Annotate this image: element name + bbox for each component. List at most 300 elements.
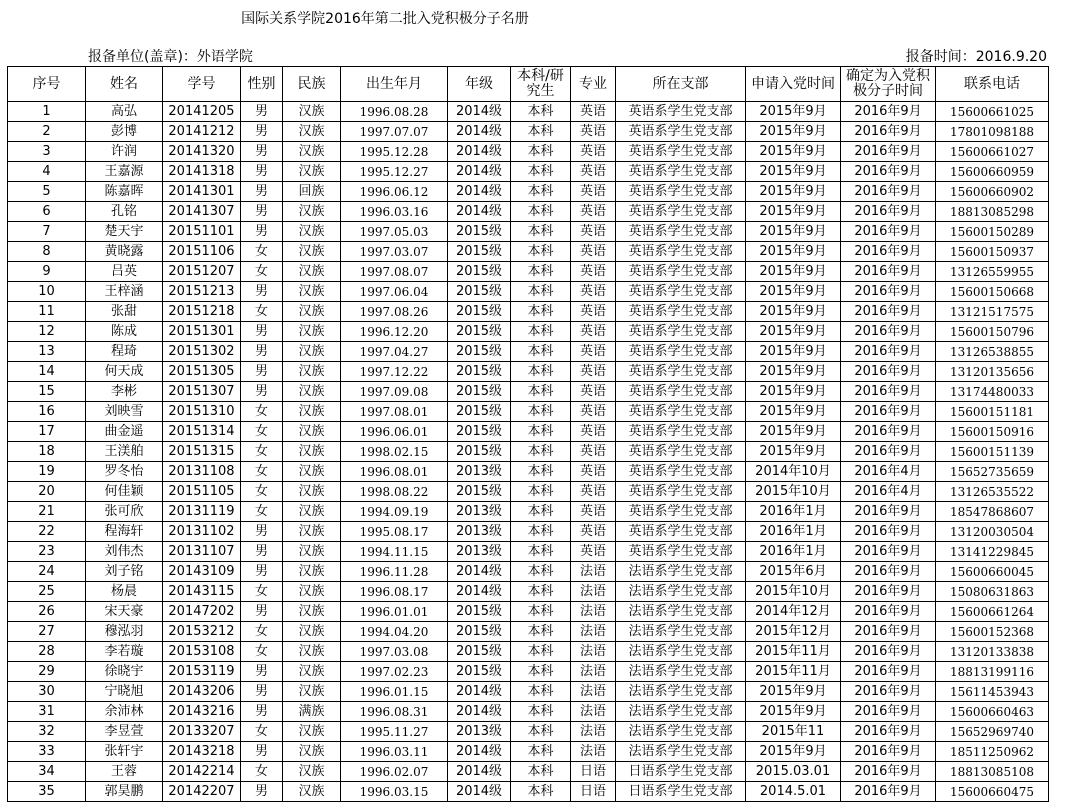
cell-gender: 女 [241,302,283,322]
cell-degree: 本科 [511,542,571,562]
cell-phone: 13174480033 [936,382,1049,402]
cell-apply-date: 2015年9月 [746,402,841,422]
cell-branch: 英语系学生党支部 [616,382,746,402]
cell-branch: 英语系学生党支部 [616,422,746,442]
cell-branch: 英语系学生党支部 [616,522,746,542]
cell-ethnicity: 汉族 [283,322,341,342]
table-row [8,622,1049,642]
cell-major: 英语 [571,142,616,162]
cell-activist-date: 2016年9月 [841,362,936,382]
cell-ethnicity: 汉族 [283,122,341,142]
cell-phone: 13126538855 [936,342,1049,362]
cell-degree: 本科 [511,382,571,402]
table-row [8,122,1049,142]
cell-ethnicity: 汉族 [283,642,341,662]
cell-ethnicity: 汉族 [283,582,341,602]
cell-birth-date: 1996.03.11 [341,742,448,762]
cell-student-id: 20131119 [163,502,241,522]
cell-grade: 2015级 [448,322,511,342]
cell-student-id: 20143216 [163,702,241,722]
cell-major: 法语 [571,722,616,742]
header-birth-date: 出生年月 [341,67,448,102]
cell-ethnicity: 汉族 [283,422,341,442]
header-phone: 联系电话 [936,67,1049,102]
cell-activist-date: 2016年9月 [841,562,936,582]
cell-phone: 18511250962 [936,742,1049,762]
cell-degree: 本科 [511,322,571,342]
cell-index: 28 [8,642,86,662]
cell-index: 23 [8,542,86,562]
cell-student-id: 20143109 [163,562,241,582]
cell-grade: 2013级 [448,722,511,742]
cell-birth-date: 1996.01.15 [341,682,448,702]
table-header-row [8,67,1049,102]
cell-major: 法语 [571,742,616,762]
cell-index: 24 [8,562,86,582]
cell-degree: 本科 [511,142,571,162]
cell-ethnicity: 汉族 [283,162,341,182]
cell-phone: 15600661025 [936,102,1049,122]
cell-apply-date: 2015年10月 [746,582,841,602]
cell-gender: 男 [241,182,283,202]
cell-birth-date: 1997.02.23 [341,662,448,682]
cell-major: 英语 [571,222,616,242]
table-row [8,222,1049,242]
cell-apply-date: 2015年9月 [746,102,841,122]
cell-index: 12 [8,322,86,342]
cell-name: 陈嘉晖 [86,182,163,202]
cell-activist-date: 2016年9月 [841,282,936,302]
cell-ethnicity: 汉族 [283,442,341,462]
table-row [8,502,1049,522]
table-row [8,142,1049,162]
cell-grade: 2015级 [448,442,511,462]
cell-birth-date: 1996.08.17 [341,582,448,602]
cell-major: 英语 [571,162,616,182]
table-row [8,782,1049,802]
cell-student-id: 20151307 [163,382,241,402]
cell-grade: 2015级 [448,262,511,282]
table-row [8,262,1049,282]
cell-branch: 英语系学生党支部 [616,222,746,242]
cell-birth-date: 1997.03.07 [341,242,448,262]
cell-major: 英语 [571,482,616,502]
cell-major: 英语 [571,522,616,542]
cell-ethnicity: 满族 [283,702,341,722]
cell-branch: 英语系学生党支部 [616,162,746,182]
cell-apply-date: 2015年9月 [746,342,841,362]
cell-birth-date: 1997.03.08 [341,642,448,662]
cell-name: 程琦 [86,342,163,362]
cell-apply-date: 2015年9月 [746,742,841,762]
cell-index: 7 [8,222,86,242]
table-row [8,462,1049,482]
cell-branch: 英语系学生党支部 [616,122,746,142]
cell-name: 刘伟杰 [86,542,163,562]
cell-apply-date: 2016年1月 [746,522,841,542]
cell-phone: 15600661027 [936,142,1049,162]
header-apply-date: 申请入党时间 [746,67,841,102]
cell-major: 英语 [571,462,616,482]
cell-name: 吕英 [86,262,163,282]
cell-gender: 女 [241,622,283,642]
table-row [8,202,1049,222]
cell-activist-date: 2016年4月 [841,462,936,482]
cell-apply-date: 2015年9月 [746,262,841,282]
cell-gender: 男 [241,282,283,302]
cell-grade: 2013级 [448,522,511,542]
cell-apply-date: 2014年10月 [746,462,841,482]
cell-branch: 法语系学生党支部 [616,722,746,742]
cell-degree: 本科 [511,102,571,122]
cell-degree: 本科 [511,462,571,482]
cell-birth-date: 1997.08.07 [341,262,448,282]
cell-student-id: 20142214 [163,762,241,782]
cell-grade: 2013级 [448,462,511,482]
table-body [8,102,1049,802]
cell-branch: 法语系学生党支部 [616,742,746,762]
cell-birth-date: 1997.09.08 [341,382,448,402]
cell-activist-date: 2016年9月 [841,422,936,442]
cell-degree: 本科 [511,302,571,322]
cell-gender: 男 [241,522,283,542]
header-major: 专业 [571,67,616,102]
cell-birth-date: 1996.03.16 [341,202,448,222]
cell-apply-date: 2015年9月 [746,162,841,182]
cell-degree: 本科 [511,262,571,282]
cell-branch: 法语系学生党支部 [616,582,746,602]
cell-phone: 15652969740 [936,722,1049,742]
cell-activist-date: 2016年9月 [841,302,936,322]
cell-apply-date: 2014年12月 [746,602,841,622]
cell-ethnicity: 回族 [283,182,341,202]
cell-grade: 2014级 [448,702,511,722]
cell-student-id: 20141212 [163,122,241,142]
cell-activist-date: 2016年9月 [841,582,936,602]
cell-student-id: 20151218 [163,302,241,322]
cell-gender: 女 [241,482,283,502]
cell-ethnicity: 汉族 [283,202,341,222]
cell-index: 27 [8,622,86,642]
table-row [8,682,1049,702]
cell-branch: 英语系学生党支部 [616,242,746,262]
header-activist-date: 确定为入党积极分子时间 [841,67,936,102]
cell-student-id: 20141320 [163,142,241,162]
cell-activist-date: 2016年9月 [841,142,936,162]
cell-birth-date: 1996.11.28 [341,562,448,582]
cell-name: 宋天豪 [86,602,163,622]
cell-branch: 法语系学生党支部 [616,702,746,722]
cell-activist-date: 2016年9月 [841,622,936,642]
cell-ethnicity: 汉族 [283,742,341,762]
cell-grade: 2015级 [448,662,511,682]
cell-gender: 男 [241,102,283,122]
cell-grade: 2015级 [448,422,511,442]
cell-birth-date: 1996.06.12 [341,182,448,202]
cell-major: 英语 [571,322,616,342]
cell-apply-date: 2015年9月 [746,282,841,302]
cell-birth-date: 1996.12.20 [341,322,448,342]
cell-ethnicity: 汉族 [283,102,341,122]
cell-student-id: 20151213 [163,282,241,302]
cell-index: 11 [8,302,86,322]
cell-name: 李彬 [86,382,163,402]
reporting-unit: 报备单位(盖章)：外语学院 [88,49,253,65]
cell-activist-date: 2016年9月 [841,182,936,202]
cell-activist-date: 2016年9月 [841,222,936,242]
cell-branch: 英语系学生党支部 [616,182,746,202]
cell-grade: 2015级 [448,362,511,382]
cell-phone: 18813085298 [936,202,1049,222]
cell-major: 日语 [571,762,616,782]
cell-student-id: 20143115 [163,582,241,602]
cell-gender: 男 [241,322,283,342]
cell-phone: 13126535522 [936,482,1049,502]
header-ethnicity: 民族 [283,67,341,102]
cell-name: 陈成 [86,322,163,342]
table-row [8,762,1049,782]
header-name: 姓名 [86,67,163,102]
cell-index: 29 [8,662,86,682]
cell-phone: 13120030504 [936,522,1049,542]
cell-index: 9 [8,262,86,282]
cell-degree: 本科 [511,602,571,622]
cell-degree: 本科 [511,482,571,502]
cell-student-id: 20143206 [163,682,241,702]
cell-index: 35 [8,782,86,802]
cell-ethnicity: 汉族 [283,142,341,162]
cell-index: 31 [8,702,86,722]
cell-birth-date: 1997.08.01 [341,402,448,422]
cell-ethnicity: 汉族 [283,662,341,682]
cell-degree: 本科 [511,402,571,422]
cell-apply-date: 2015年9月 [746,322,841,342]
cell-birth-date: 1995.08.17 [341,522,448,542]
cell-major: 英语 [571,382,616,402]
cell-student-id: 20151310 [163,402,241,422]
table-row [8,102,1049,122]
cell-index: 3 [8,142,86,162]
cell-gender: 女 [241,582,283,602]
cell-birth-date: 1995.12.27 [341,162,448,182]
cell-grade: 2014级 [448,182,511,202]
cell-gender: 男 [241,122,283,142]
table-row [8,282,1049,302]
cell-branch: 英语系学生党支部 [616,462,746,482]
cell-phone: 15600151139 [936,442,1049,462]
cell-gender: 男 [241,562,283,582]
table-row [8,362,1049,382]
table-row [8,182,1049,202]
cell-grade: 2014级 [448,562,511,582]
cell-gender: 男 [241,162,283,182]
cell-activist-date: 2016年9月 [841,662,936,682]
cell-gender: 女 [241,442,283,462]
cell-apply-date: 2015年9月 [746,422,841,442]
table-row [8,662,1049,682]
cell-activist-date: 2016年9月 [841,202,936,222]
cell-ethnicity: 汉族 [283,542,341,562]
cell-phone: 18547868607 [936,502,1049,522]
table-row [8,602,1049,622]
cell-birth-date: 1996.08.28 [341,102,448,122]
cell-apply-date: 2015年9月 [746,182,841,202]
cell-branch: 法语系学生党支部 [616,642,746,662]
cell-grade: 2014级 [448,782,511,802]
cell-grade: 2015级 [448,302,511,322]
table-row [8,642,1049,662]
cell-name: 罗冬怡 [86,462,163,482]
cell-major: 英语 [571,362,616,382]
cell-birth-date: 1996.06.01 [341,422,448,442]
cell-student-id: 20151106 [163,242,241,262]
cell-ethnicity: 汉族 [283,462,341,482]
table-row [8,482,1049,502]
cell-branch: 英语系学生党支部 [616,322,746,342]
cell-ethnicity: 汉族 [283,382,341,402]
cell-branch: 法语系学生党支部 [616,562,746,582]
cell-birth-date: 1998.08.22 [341,482,448,502]
cell-gender: 女 [241,722,283,742]
cell-ethnicity: 汉族 [283,782,341,802]
cell-birth-date: 1994.09.19 [341,502,448,522]
cell-index: 22 [8,522,86,542]
cell-name: 王嘉源 [86,162,163,182]
cell-student-id: 20151315 [163,442,241,462]
cell-name: 高弘 [86,102,163,122]
cell-gender: 男 [241,222,283,242]
cell-branch: 法语系学生党支部 [616,682,746,702]
cell-ethnicity: 汉族 [283,302,341,322]
table-row [8,322,1049,342]
cell-grade: 2015级 [448,222,511,242]
cell-activist-date: 2016年9月 [841,502,936,522]
cell-index: 13 [8,342,86,362]
cell-grade: 2014级 [448,742,511,762]
cell-grade: 2014级 [448,142,511,162]
cell-index: 10 [8,282,86,302]
cell-index: 26 [8,602,86,622]
cell-degree: 本科 [511,642,571,662]
table-row [8,402,1049,422]
cell-gender: 女 [241,762,283,782]
cell-branch: 法语系学生党支部 [616,662,746,682]
page-title: 国际关系学院2016年第二批入党积极分子名册 [241,11,529,27]
cell-gender: 男 [241,682,283,702]
cell-name: 杨晨 [86,582,163,602]
cell-ethnicity: 汉族 [283,242,341,262]
cell-apply-date: 2015年9月 [746,442,841,462]
cell-grade: 2013级 [448,502,511,522]
cell-birth-date: 1994.11.15 [341,542,448,562]
table-row [8,582,1049,602]
cell-degree: 本科 [511,582,571,602]
cell-activist-date: 2016年9月 [841,162,936,182]
cell-birth-date: 1996.02.07 [341,762,448,782]
cell-degree: 本科 [511,162,571,182]
cell-grade: 2015级 [448,482,511,502]
cell-birth-date: 1996.08.31 [341,702,448,722]
cell-grade: 2015级 [448,382,511,402]
cell-index: 32 [8,722,86,742]
cell-grade: 2014级 [448,762,511,782]
cell-degree: 本科 [511,442,571,462]
cell-student-id: 20143218 [163,742,241,762]
cell-index: 8 [8,242,86,262]
cell-name: 穆泓羽 [86,622,163,642]
cell-apply-date: 2016年1月 [746,502,841,522]
cell-name: 张甜 [86,302,163,322]
cell-student-id: 20151301 [163,322,241,342]
cell-index: 19 [8,462,86,482]
cell-ethnicity: 汉族 [283,222,341,242]
cell-major: 英语 [571,102,616,122]
cell-index: 1 [8,102,86,122]
cell-grade: 2013级 [448,542,511,562]
cell-branch: 英语系学生党支部 [616,402,746,422]
table-row [8,342,1049,362]
cell-major: 法语 [571,622,616,642]
cell-ethnicity: 汉族 [283,722,341,742]
cell-gender: 男 [241,702,283,722]
cell-major: 英语 [571,342,616,362]
cell-activist-date: 2016年9月 [841,642,936,662]
cell-activist-date: 2016年9月 [841,322,936,342]
cell-major: 英语 [571,302,616,322]
cell-phone: 15600660475 [936,782,1049,802]
table-row [8,542,1049,562]
cell-branch: 日语系学生党支部 [616,782,746,802]
cell-phone: 17801098188 [936,122,1049,142]
cell-major: 日语 [571,782,616,802]
cell-ethnicity: 汉族 [283,282,341,302]
cell-major: 英语 [571,122,616,142]
cell-apply-date: 2016年1月 [746,542,841,562]
cell-degree: 本科 [511,502,571,522]
cell-activist-date: 2016年9月 [841,522,936,542]
cell-activist-date: 2016年9月 [841,102,936,122]
cell-branch: 英语系学生党支部 [616,202,746,222]
cell-name: 宁晓旭 [86,682,163,702]
cell-gender: 男 [241,202,283,222]
cell-birth-date: 1995.12.28 [341,142,448,162]
cell-major: 法语 [571,702,616,722]
cell-phone: 18813085108 [936,762,1049,782]
cell-apply-date: 2015年11月 [746,642,841,662]
cell-major: 英语 [571,202,616,222]
cell-ethnicity: 汉族 [283,502,341,522]
cell-grade: 2014级 [448,162,511,182]
cell-major: 英语 [571,402,616,422]
cell-index: 21 [8,502,86,522]
cell-branch: 英语系学生党支部 [616,282,746,302]
cell-name: 李昱萱 [86,722,163,742]
cell-student-id: 20133207 [163,722,241,742]
cell-index: 34 [8,762,86,782]
cell-activist-date: 2016年9月 [841,382,936,402]
cell-index: 20 [8,482,86,502]
cell-name: 孔铭 [86,202,163,222]
cell-degree: 本科 [511,662,571,682]
cell-activist-date: 2016年9月 [841,702,936,722]
cell-birth-date: 1997.12.22 [341,362,448,382]
cell-activist-date: 2016年9月 [841,722,936,742]
cell-degree: 本科 [511,622,571,642]
cell-apply-date: 2015年11月 [746,662,841,682]
cell-branch: 英语系学生党支部 [616,362,746,382]
cell-phone: 15600660045 [936,562,1049,582]
cell-phone: 13120133838 [936,642,1049,662]
